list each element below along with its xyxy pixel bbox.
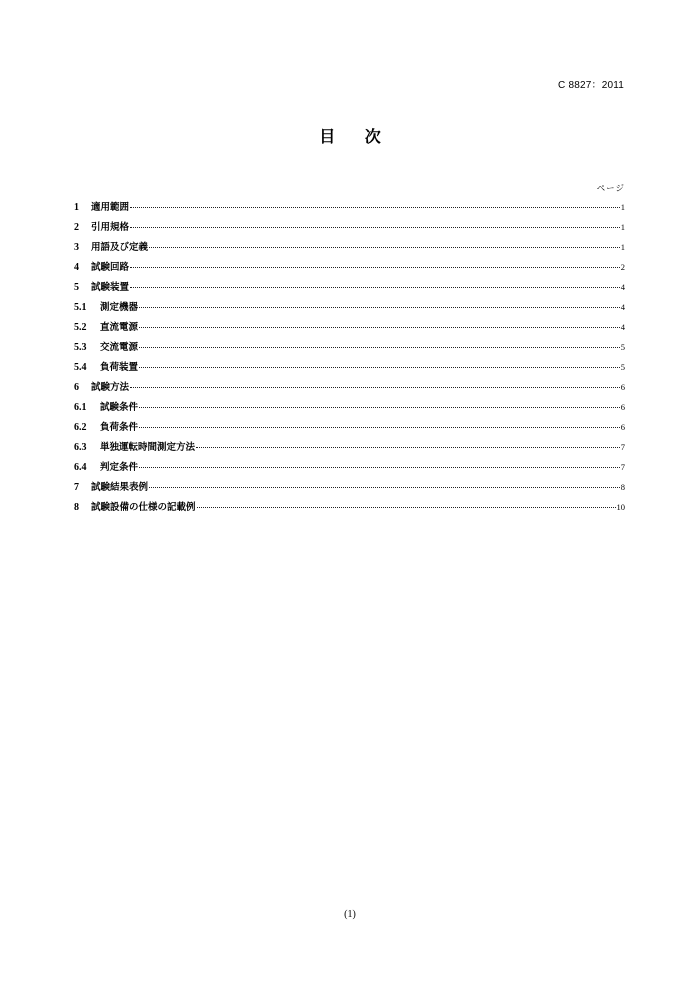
toc-entry-title: 引用規格 <box>91 222 130 233</box>
page-title: 目 次 <box>319 127 393 146</box>
toc-entry-page: 1 <box>620 222 625 232</box>
toc-entry-title: 負荷条件 <box>100 422 139 433</box>
toc-entry-page: 10 <box>616 502 625 512</box>
toc-entry-number: 3 <box>74 242 79 253</box>
toc-entry-title: 負荷装置 <box>100 362 139 373</box>
toc-entry-number: 6 <box>74 382 79 393</box>
toc-entry[interactable] <box>74 259 625 279</box>
toc-entry-page: 6 <box>620 382 625 392</box>
dot-leader <box>130 227 620 228</box>
toc-entry-number: 2 <box>74 222 79 233</box>
toc-entry-page: 5 <box>620 342 625 352</box>
toc-entry-title: 試験方法 <box>91 382 130 393</box>
toc-entry[interactable] <box>74 379 625 399</box>
toc-entry-title: 適用範囲 <box>91 202 130 213</box>
toc-entry-number: 6.4 <box>74 462 87 473</box>
toc-entry-title: 試験条件 <box>100 402 139 413</box>
toc-entry[interactable] <box>74 439 625 459</box>
toc-entry[interactable] <box>74 399 625 419</box>
toc-entry[interactable] <box>74 339 625 359</box>
toc-entry-number: 6.3 <box>74 442 87 453</box>
dot-leader <box>130 287 620 288</box>
dot-leader <box>139 327 620 328</box>
toc-entry[interactable] <box>74 479 625 499</box>
toc-entry-title: 用語及び定義 <box>91 242 149 253</box>
toc-entry[interactable] <box>74 219 625 239</box>
toc-entry-title: 直流電源 <box>100 322 139 333</box>
toc-entry-page: 1 <box>620 242 625 252</box>
toc-entry-number: 6.2 <box>74 422 87 433</box>
toc-entry[interactable] <box>74 419 625 439</box>
toc-entry-page: 4 <box>620 282 625 292</box>
dot-leader <box>196 447 620 448</box>
toc-entry[interactable] <box>74 499 625 519</box>
toc-entry-title: 測定機器 <box>100 302 139 313</box>
dot-leader <box>197 507 616 508</box>
toc-entry-page: 1 <box>620 202 625 212</box>
dot-leader <box>149 487 620 488</box>
toc-entry[interactable] <box>74 299 625 319</box>
dot-leader <box>130 267 620 268</box>
toc-entry-number: 5.1 <box>74 302 87 313</box>
dot-leader <box>139 407 620 408</box>
dot-leader <box>139 427 620 428</box>
toc-entry-page: 7 <box>620 462 625 472</box>
toc-entry-page: 8 <box>620 482 625 492</box>
toc-entry-page: 4 <box>620 302 625 312</box>
toc-entry-page: 6 <box>620 402 625 412</box>
dot-leader <box>139 307 620 308</box>
toc-entry[interactable] <box>74 199 625 219</box>
toc-entry-title: 試験回路 <box>91 262 130 273</box>
toc-entry-title: 試験設備の仕様の記載例 <box>91 502 196 513</box>
toc-entry[interactable] <box>74 239 625 259</box>
standard-number: C 8827：2011 <box>558 80 624 91</box>
page-column-label: ページ <box>596 184 625 194</box>
toc-entry-number: 5 <box>74 282 79 293</box>
toc-entry-number: 5.4 <box>74 362 87 373</box>
toc-entry[interactable] <box>74 319 625 339</box>
toc-entry-title: 単独運転時間測定方法 <box>100 442 196 453</box>
toc-entry-page: 4 <box>620 322 625 332</box>
toc-entry[interactable] <box>74 359 625 379</box>
toc-entry[interactable] <box>74 459 625 479</box>
toc-entry[interactable] <box>74 279 625 299</box>
dot-leader <box>130 207 620 208</box>
dot-leader <box>149 247 620 248</box>
toc-entry-number: 7 <box>74 482 79 493</box>
toc-entry-title: 試験結果表例 <box>91 482 149 493</box>
dot-leader <box>139 467 620 468</box>
toc-entry-page: 6 <box>620 422 625 432</box>
toc-entry-page: 7 <box>620 442 625 452</box>
page-number-footer: (1) <box>344 909 356 920</box>
dot-leader <box>139 367 620 368</box>
toc-entry-number: 5.3 <box>74 342 87 353</box>
dot-leader <box>139 347 620 348</box>
toc-entry-title: 判定条件 <box>100 462 139 473</box>
toc-entry-number: 5.2 <box>74 322 87 333</box>
toc-entry-number: 8 <box>74 502 79 513</box>
toc-entry-number: 1 <box>74 202 79 213</box>
toc-entry-title: 試験装置 <box>91 282 130 293</box>
table-of-contents <box>74 199 625 519</box>
toc-entry-page: 5 <box>620 362 625 372</box>
toc-entry-page: 2 <box>620 262 625 272</box>
dot-leader <box>130 387 620 388</box>
toc-entry-number: 6.1 <box>74 402 87 413</box>
toc-entry-number: 4 <box>74 262 79 273</box>
toc-entry-title: 交流電源 <box>100 342 139 353</box>
